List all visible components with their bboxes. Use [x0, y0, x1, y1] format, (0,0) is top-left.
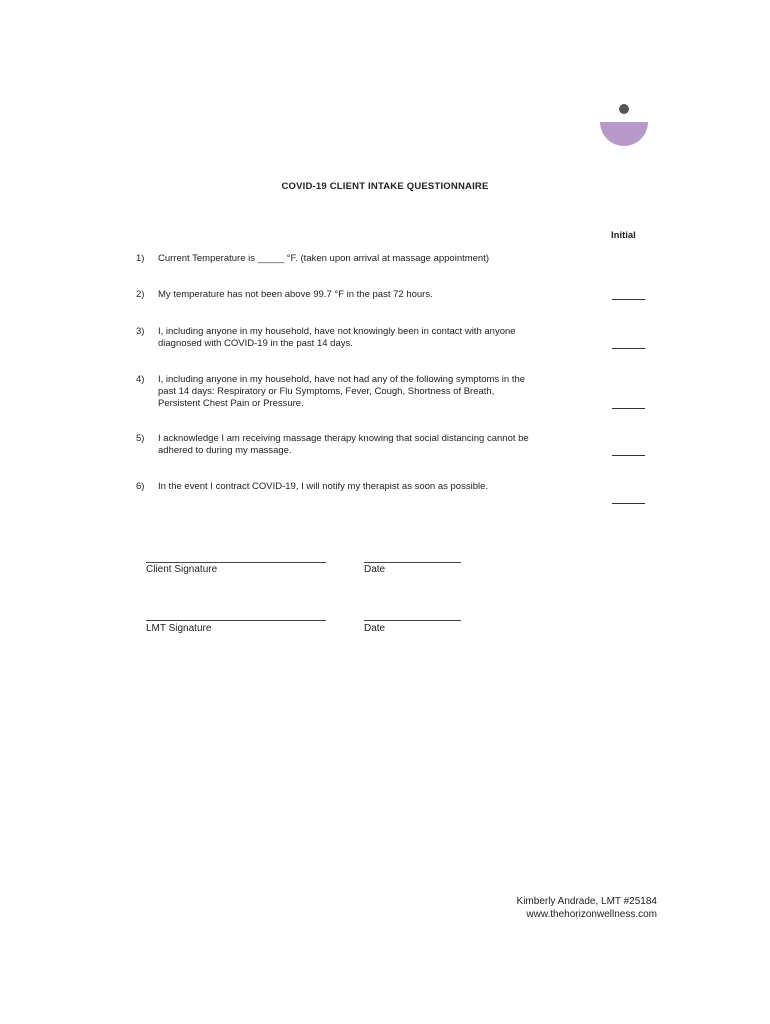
- question-text: In the event I contract COVID-19, I will notify my therapist as soon as possible.: [158, 481, 489, 492]
- client-signature-label: Client Signature: [146, 564, 218, 575]
- question-number: 4): [136, 374, 145, 385]
- question-number: 1): [136, 253, 145, 264]
- page-title: COVID-19 CLIENT INTAKE QUESTIONNAIRE: [281, 181, 489, 192]
- initial-column-header: Initial: [611, 230, 636, 241]
- footer-name: Kimberly Andrade, LMT #25184: [516, 896, 657, 907]
- question-number: 6): [136, 481, 145, 492]
- footer-website: www.thehorizonwellness.com: [526, 909, 657, 920]
- question-text: I, including anyone in my household, have not knowingly been in contact with anyone diagnosed with COVID-19 in the past 14 days.: [158, 326, 516, 349]
- client-signature-line[interactable]: [146, 562, 326, 563]
- client-date-line[interactable]: [364, 562, 461, 563]
- logo-half-circle: [600, 122, 648, 146]
- initial-line[interactable]: [612, 503, 645, 504]
- logo: [598, 100, 650, 148]
- initial-line[interactable]: [612, 348, 645, 349]
- question-number: 5): [136, 433, 145, 444]
- question-number: 2): [136, 289, 145, 300]
- logo-dot: [619, 104, 629, 114]
- initial-line[interactable]: [612, 455, 645, 456]
- initial-line[interactable]: [612, 299, 645, 300]
- question-number: 3): [136, 326, 145, 337]
- lmt-signature-line[interactable]: [146, 620, 326, 621]
- question-text: Current Temperature is _____ °F. (taken upon arrival at massage appointment): [158, 253, 490, 264]
- initial-line[interactable]: [612, 408, 645, 409]
- lmt-signature-label: LMT Signature: [146, 623, 212, 634]
- client-date-label: Date: [364, 564, 386, 575]
- question-text: I, including anyone in my household, have not had any of the following symptoms in the past 14 days: Respiratory or Flu Symptoms, Fever, Cough, Shortness of Breath, Persistent Chest Pain or Pressure.: [158, 374, 526, 409]
- question-text: My temperature has not been above 99.7 °F in the past 72 hours.: [158, 289, 433, 300]
- lmt-date-label: Date: [364, 623, 386, 634]
- lmt-date-line[interactable]: [364, 620, 461, 621]
- question-text: I acknowledge I am receiving massage therapy knowing that social distancing cannot be adhered to during my massage.: [158, 433, 529, 456]
